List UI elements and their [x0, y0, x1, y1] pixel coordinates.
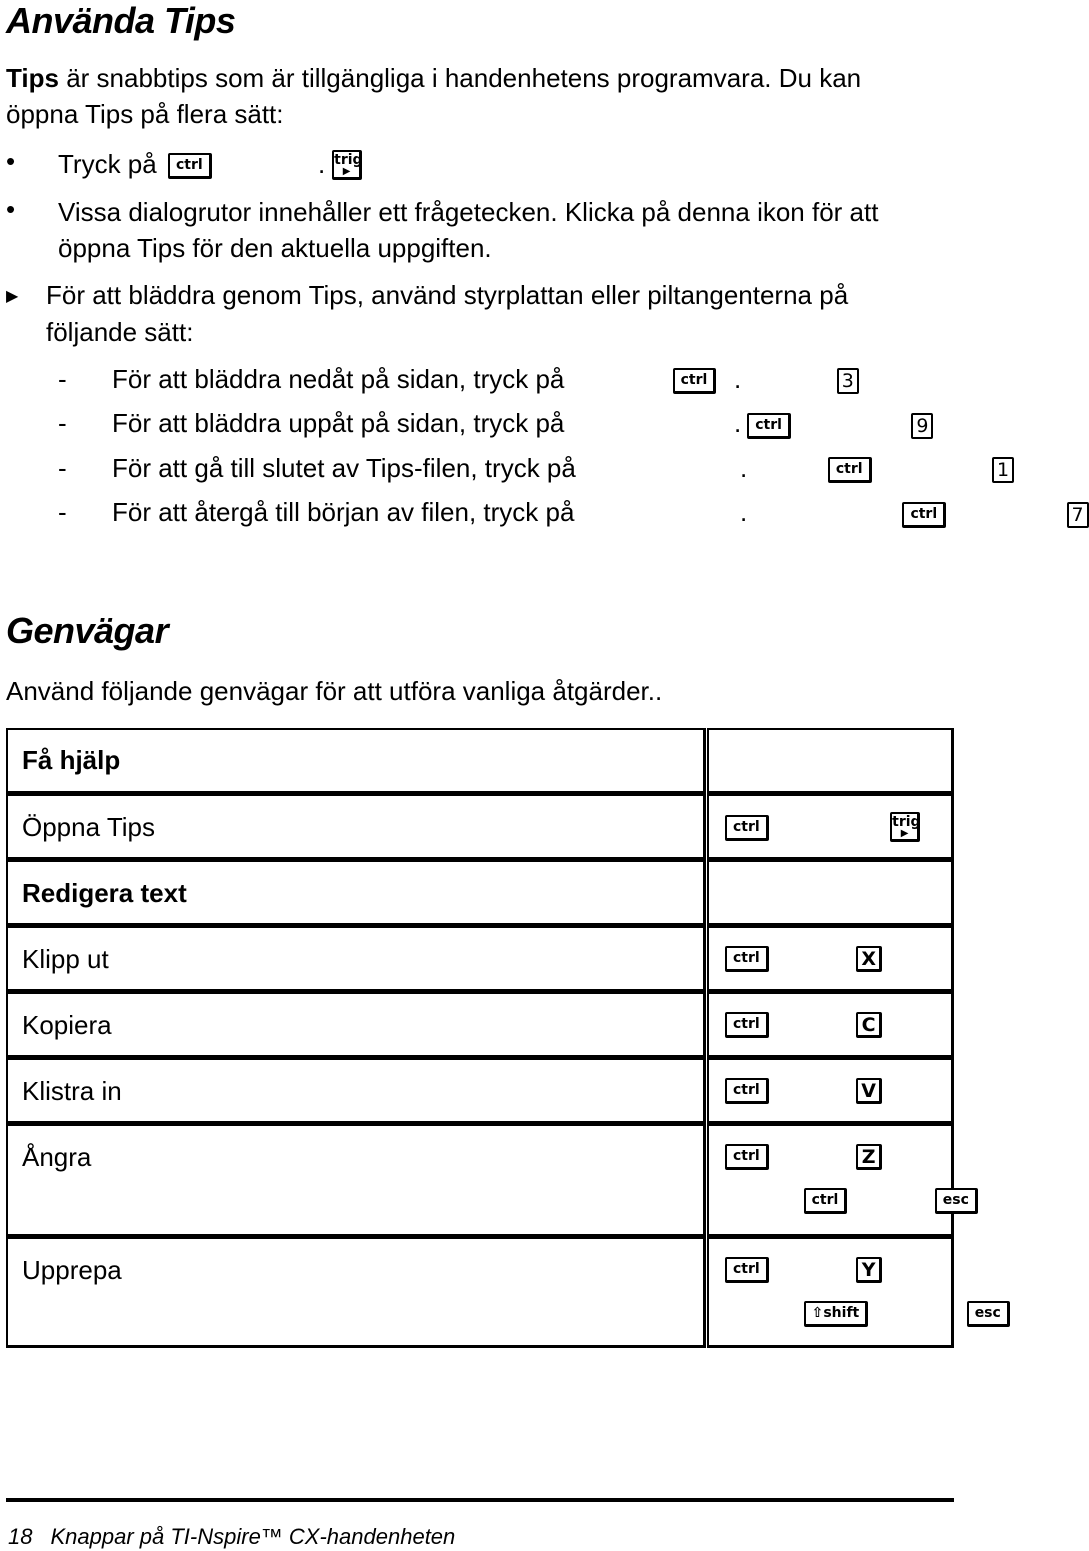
key-1: 1	[992, 457, 1014, 483]
esc-key: esc	[935, 1188, 978, 1214]
period: .	[740, 453, 748, 483]
shortcuts-table	[6, 728, 1001, 1348]
row-label-redo: Upprepa	[22, 1255, 122, 1285]
ctrl-key: ctrl	[725, 1144, 769, 1170]
footer-rule	[6, 1498, 954, 1502]
ctrl-key: ctrl	[804, 1188, 848, 1214]
key-v: V	[856, 1078, 882, 1104]
row-label-open-tips: Öppna Tips	[22, 812, 155, 842]
shortcuts-intro: Använd följande genvägar för att utföra vanliga åtgärder..	[6, 676, 663, 706]
table-header-cell	[6, 728, 706, 794]
sub-item-go-to-start: För att återgå till början av filen, tryck på	[112, 497, 575, 527]
key-x: X	[856, 946, 882, 972]
step-line-2: följande sätt:	[46, 317, 194, 347]
intro-line-2: öppna Tips på flera sätt:	[6, 99, 284, 129]
triangle-icon: ▶	[342, 166, 351, 177]
step-arrow-icon: ▶	[6, 288, 19, 305]
key-3: 3	[837, 368, 859, 394]
bullet-1-text: Tryck på	[58, 149, 157, 179]
table-row	[6, 926, 706, 992]
step-line-1: För att bläddra genom Tips, använd styrplattan eller piltangenterna på	[46, 280, 849, 310]
table-keys-cell	[707, 1237, 1001, 1348]
dash: -	[58, 453, 67, 483]
key-9: 9	[911, 413, 933, 439]
row-label-copy: Kopiera	[22, 1010, 112, 1040]
bullet-2-line-2: öppna Tips för den aktuella uppgiften.	[58, 233, 492, 263]
row-label-undo: Ångra	[22, 1142, 92, 1172]
triangle-icon: ▶	[900, 828, 909, 839]
key-c: C	[856, 1012, 882, 1038]
sub-item-scroll-up: För att bläddra uppåt på sidan, tryck på	[112, 408, 565, 438]
esc-key: esc	[967, 1301, 1010, 1327]
ctrl-key: ctrl	[168, 153, 212, 179]
section-title-shortcuts: Genvägar	[6, 610, 169, 651]
table-header-cell	[6, 860, 706, 926]
bullet-dot: •	[6, 194, 16, 224]
key-y: Y	[856, 1257, 882, 1283]
intro-bold-term: Tips	[6, 63, 59, 93]
trig-key-label: trig	[334, 152, 363, 168]
shift-key: ⇧shift	[804, 1301, 869, 1327]
period: .	[740, 497, 748, 527]
ctrl-key: ctrl	[725, 1012, 769, 1038]
key-z: Z	[856, 1144, 882, 1170]
period: .	[734, 364, 742, 394]
ctrl-key: ctrl	[747, 413, 791, 439]
table-row	[6, 1237, 706, 1348]
table-row	[6, 992, 706, 1058]
ctrl-key: ctrl	[828, 457, 872, 483]
table-empty-cell	[707, 860, 954, 926]
table-keys-cell	[707, 992, 954, 1058]
table-keys-cell	[707, 1124, 969, 1237]
footer-title: Knappar på TI-Nspire™ CX-handenheten	[50, 1524, 456, 1549]
footer	[8, 1524, 455, 1550]
trig-key-label: trig	[892, 814, 921, 830]
intro-line-1: är snabbtips som är tillgängliga i handenhetens programvara. Du kan	[58, 63, 862, 93]
table-row	[6, 1124, 706, 1237]
section-title-tips: Använda Tips	[6, 0, 236, 41]
table-row	[6, 1058, 706, 1124]
table-empty-cell	[707, 728, 954, 794]
table-keys-cell	[707, 1058, 954, 1124]
bullet-1-end: .	[318, 149, 326, 179]
ctrl-key: ctrl	[673, 368, 717, 394]
ctrl-key: ctrl	[725, 946, 769, 972]
header-edit-text: Redigera text	[22, 878, 187, 908]
bullet-1	[58, 146, 157, 183]
sub-item-scroll-down: För att bläddra nedåt på sidan, tryck på	[112, 364, 565, 394]
ctrl-key: ctrl	[725, 1078, 769, 1104]
dash: -	[58, 408, 67, 438]
ctrl-key: ctrl	[902, 502, 946, 528]
bullet-2-line-1: Vissa dialogrutor innehåller ett frågetecken. Klicka på denna ikon för att	[58, 197, 879, 227]
table-keys-cell	[707, 926, 954, 992]
page-number: 18	[8, 1524, 33, 1549]
header-help: Få hjälp	[22, 745, 121, 775]
row-label-paste: Klistra in	[22, 1076, 122, 1106]
row-label-cut: Klipp ut	[22, 944, 109, 974]
sub-item-go-to-end: För att gå till slutet av Tips-filen, tryck på	[112, 453, 576, 483]
dash: -	[58, 497, 67, 527]
intro-paragraph	[6, 60, 861, 97]
ctrl-key: ctrl	[725, 1257, 769, 1283]
table-keys-cell	[707, 794, 954, 860]
key-7: 7	[1067, 502, 1089, 528]
trig-key	[332, 150, 362, 180]
table-row	[6, 794, 706, 860]
bullet-dot: •	[6, 146, 16, 176]
trig-key	[890, 812, 920, 842]
period: .	[734, 408, 742, 438]
ctrl-key: ctrl	[725, 815, 769, 841]
dash: -	[58, 364, 67, 394]
